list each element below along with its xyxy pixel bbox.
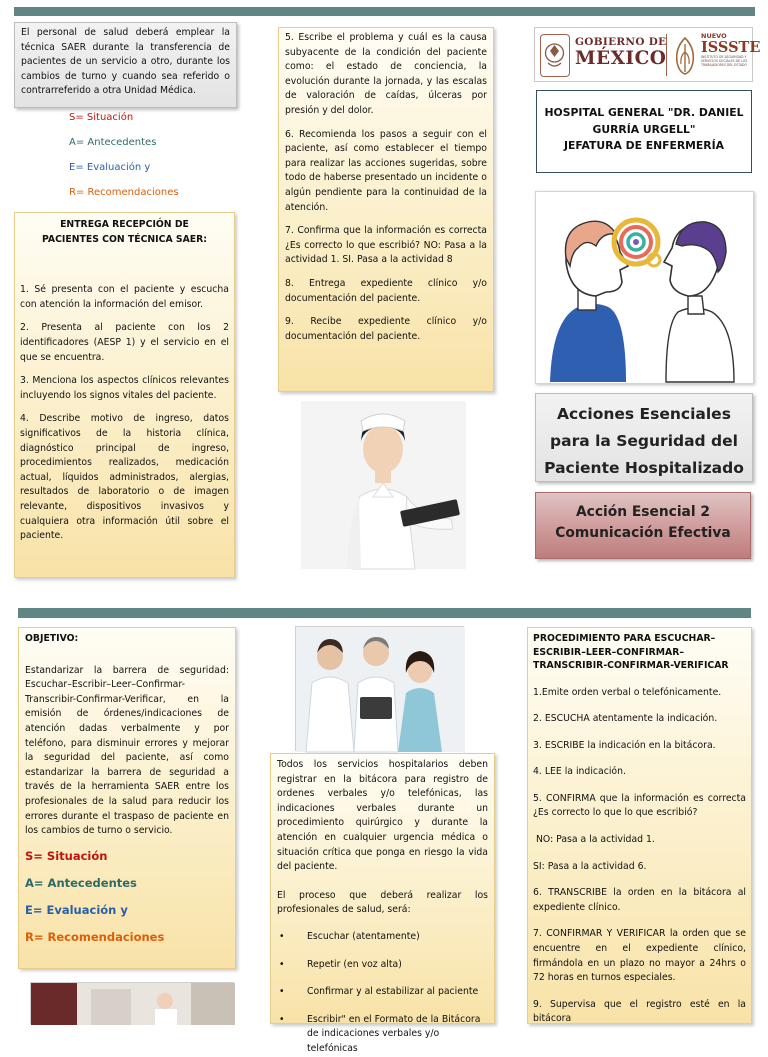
proc-item-5: 5. CONFIRMA que la información es correcta ¿Es correcto lo que lo que escribió? (533, 792, 746, 819)
accion-esencial-box (535, 492, 751, 559)
top-divider-bar (14, 7, 755, 16)
servicios-p1: Todos los servicios hospitalarios deben registrar en la bitácora para registro de ordenes verbales y/o telefónicas, las indicaciones verbales durante un procedimiento quirúrgico y durante la atención en cualquier urgencia médica o situación crítica que ponga en riesgo la vida del paciente. (277, 759, 488, 873)
hospital-title-box (536, 90, 752, 173)
logos-banner (534, 27, 761, 82)
intro-box (14, 22, 237, 108)
entrega-title: ENTREGA RECEPCIÓN DE PACIENTES CON TÉCNICA SAER: (41, 219, 208, 245)
doctors-photo (295, 626, 464, 751)
proc-item-5-si: SI: Pasa a la actividad 6. (533, 860, 647, 872)
step-5: 5. Escribe el problema y cuál es la causa subyacente de la condición del paciente como: el estado de conciencia, la evolución durante la jornada, y las escalas de valoración de caídas, úlceras por presión y del dolor. (285, 32, 487, 116)
gob-text (575, 36, 666, 69)
gob-seal-icon (540, 34, 570, 77)
steps-box (278, 27, 494, 392)
step-7: 7. Confirma que la información es correcta ¿Es correcto lo que escribió? NO: Pasa a la actividad 1. SI. Pasa a la actividad 8 (285, 225, 487, 266)
issste-small: NUEVO (701, 32, 727, 40)
nurse-photo (301, 401, 466, 569)
accion-line2: Comunicación Efectiva (555, 525, 731, 541)
proc-item-5-no: NO: Pasa a la actividad 1. (533, 834, 655, 846)
procedimiento-box (527, 627, 752, 1024)
saer-s: S= Situación (69, 112, 134, 123)
entrega-item-4: 4. Describe motivo de ingreso, datos significativos de la historia clínica, diagnóstico principal de ingreso, procedimientos realizados, medicación actual, líquidos administrados, alergias, resultados de laboratorio o de imagen relevante, dispositivos invasivos y cualquiera otra información útil sobre el paciente. (20, 413, 229, 542)
issste-sub: INSTITUTO DE SEGURIDAD Y SERVICIOS SOCIALES DE LOS TRABAJADORES DEL ESTADO (701, 55, 748, 67)
servicios-bullet-2: • Repetir (en voz alta) (277, 958, 488, 973)
step-6: 6. Recomienda los pasos a seguir con el paciente, así como establecer el tiempo para realizar las acciones sugeridas, sobre todo de haberse presentado un incidente o algún pendiente para la continuidad de la atención. (285, 128, 487, 213)
gob-line2: MÉXICO (575, 48, 667, 69)
proc-item-2: 2. ESCUCHA atentamente la indicación. (533, 713, 718, 725)
proc-item-7: 7. CONFIRMAR Y VERIFICAR la orden que se encuentre en el expediente clínico, firmándola en un plazo no mayor a 24hrs o 72 horas en turnos especiales. (533, 928, 746, 984)
hospital-line2: GURRÍA URGELL" (592, 122, 696, 136)
saer2-s: S= Situación (25, 848, 108, 863)
acciones-title: Acciones Esenciales para la Seguridad del Paciente Hospitalizado (544, 405, 744, 477)
saer2-a: A= Antecedentes (25, 875, 137, 890)
hospital-line3: JEFATURA DE ENFERMERÍA (564, 139, 724, 152)
procedimiento-title: PROCEDIMIENTO PARA ESCUCHAR–ESCRIBIR–LEER–CONFIRMAR–TRANSCRIBIR-CONFIRMAR-VERIFICAR (533, 633, 729, 671)
entrega-item-1: 1. Sé presenta con el paciente y escucha con atención la información del emisor. (20, 284, 229, 310)
saer-e: E= Evaluación y (69, 162, 151, 173)
servicios-bullet-3: • Confirmar y al estabilizar al paciente (277, 985, 488, 1000)
middle-divider-bar (18, 608, 751, 618)
hospital-corridor-photo (30, 982, 234, 1024)
saer-legend-top (69, 111, 239, 200)
saer-legend-bottom (25, 849, 229, 944)
entrega-box (14, 212, 235, 578)
logo-divider (666, 34, 667, 76)
saer2-r: R= Recomendaciones (25, 929, 165, 944)
gob-line1: GOBIERNO DE (575, 36, 667, 48)
communication-illustration (535, 191, 754, 384)
objetivo-box (18, 627, 236, 969)
entrega-item-2: 2. Presenta al paciente con los 2 identificadores (AESP 1) y el servicio en el que se encuentra. (20, 322, 229, 363)
step-8: 8. Entrega expediente clínico y/o documentación del paciente. (285, 277, 487, 304)
servicios-list (277, 930, 488, 1057)
objetivo-title: OBJETIVO: (25, 633, 79, 644)
issste-text (701, 32, 761, 67)
servicios-bullet-1: • Escuchar (atentamente) (277, 930, 488, 945)
servicios-p2: El proceso que deberá realizar los profesionales de salud, será: (277, 889, 488, 916)
step-9: 9. Recibe expediente clínico y/o documentación del paciente. (285, 316, 487, 342)
accion-line1: Acción Esencial 2 (575, 504, 711, 520)
proc-item-3: 3. ESCRIBE la indicación en la bitácora. (533, 739, 716, 751)
saer-r: R= Recomendaciones (69, 187, 179, 198)
hospital-line1: HOSPITAL GENERAL "DR. DANIEL (544, 106, 744, 119)
objetivo-text: Estandarizar la barrera de seguridad: Escuchar–Escribir–Leer–Confirmar-Transcribir-Confirmar-Verificar, en la emisión de órdenes/indicaciones de atención dadas verbalmente y por teléfono, para disminuir errores y mejorar la seguridad del paciente, así como estandarizar la barrera de seguridad a través de la herramienta SAER entre los profesionales de la salud para reducir los errores durante el traspaso de paciente en los cambios de turno o servicio. (25, 664, 229, 837)
proc-item-6: 6. TRANSCRIBE la orden en la bitácora al expediente clínico. (533, 887, 746, 913)
saer-a: A= Antecedentes (69, 137, 157, 148)
proc-item-1: 1.Emite orden verbal o telefónicamente. (533, 686, 722, 698)
issste-big: ISSSTE (701, 39, 761, 56)
proc-item-4: 4. LEE la indicación. (533, 766, 626, 778)
issste-emblem-icon (671, 34, 699, 78)
servicios-box (270, 753, 495, 1054)
nurse-illustration (301, 401, 466, 569)
entrega-item-3: 3. Menciona los aspectos clínicos relevantes incluyendo los signos vitales del paciente. (20, 375, 229, 401)
proc-item-9: 9. Supervisa que el registro esté en la bitácora (533, 998, 746, 1025)
saer2-e: E= Evaluación y (25, 902, 128, 917)
intro-text: El personal de salud deberá emplear la técnica SAER durante la transferencia de pacientes de un servicio a otro, durante los cambios de turno y cuando sea referido o contrarreferido a otra Unidad Médica. (21, 27, 230, 97)
servicios-bullet-4: • Escribir" en el Formato de la Bitácora de indicaciones verbales y/o telefónicas (277, 1013, 488, 1057)
speech-bubbles-icon (536, 192, 753, 383)
acciones-title-box (535, 393, 753, 482)
